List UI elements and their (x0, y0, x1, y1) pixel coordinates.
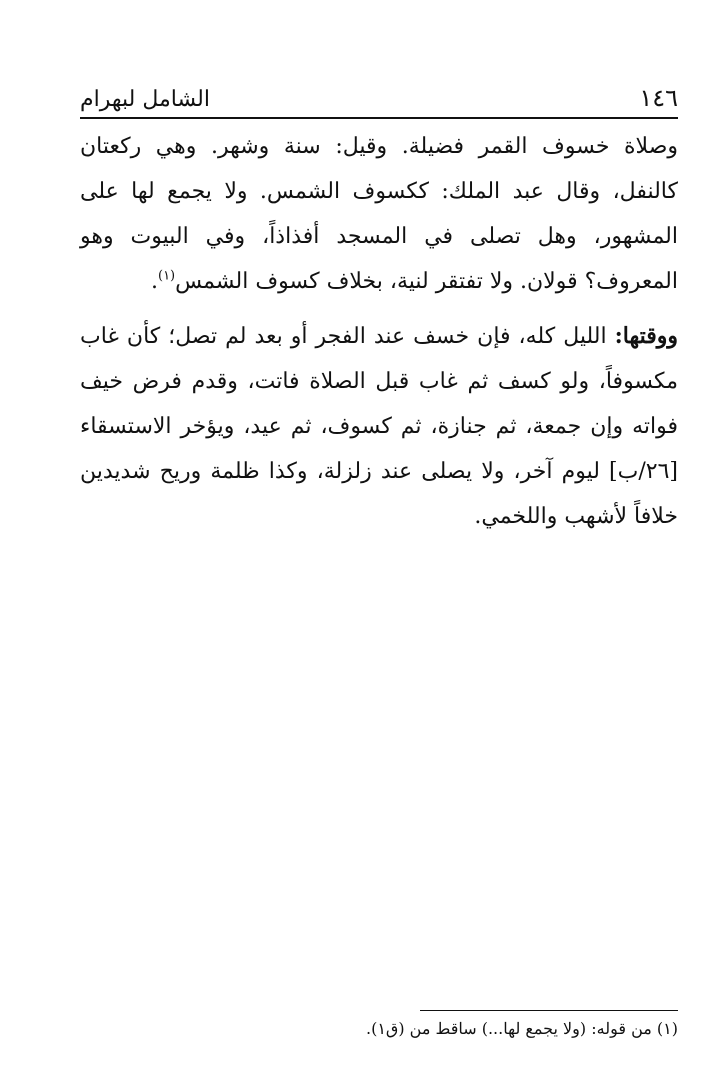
header-rule (80, 117, 678, 119)
paragraph-lead-word: ووقتها: (614, 323, 678, 349)
running-head (80, 72, 678, 112)
footnote-rule (420, 1010, 678, 1011)
paragraph-lunar-eclipse-prayer (80, 124, 678, 304)
paragraph-prayer-time (80, 314, 678, 539)
paragraph-tail: . (150, 269, 158, 294)
main-text (80, 124, 678, 539)
page-number: ١٤٦ (639, 84, 678, 112)
paragraph-text: الليل كله، فإن خسف عند الفجر أو بعد لم تصل؛ كأن غاب مكسوفاً، ولو كسف ثم غاب قبل الصلاة فاتت، وقدم فرض خيف فواته وإن جمعة، ثم جنازة، ثم كسوف، ثم عيد، ويؤخر الاستسقاء [٢٦/ب] ليوم آخر، ولا يصلى عند زلزلة، وكذا ظلمة وريح شديدين خلافاً لأشهب واللخمي. (80, 324, 678, 529)
paragraph-text: وصلاة خسوف القمر فضيلة. وقيل: سنة وشهر. وهي ركعتان كالنفل، وقال عبد الملك: ككسوف الشمس. ولا يجمع لها على المشهور، وهل تصلى في المسجد أفذاذاً، وفي البيوت وهو المعروف؟ قولان. ولا تفتقر لنية، بخلاف كسوف الشمس (80, 134, 678, 294)
book-title: الشامل لبهرام (80, 87, 210, 112)
footnote: (١) من قوله: (ولا يجمع لها...) ساقط من (ق١). (366, 1019, 678, 1038)
footnote-reference: (١) (157, 268, 176, 284)
